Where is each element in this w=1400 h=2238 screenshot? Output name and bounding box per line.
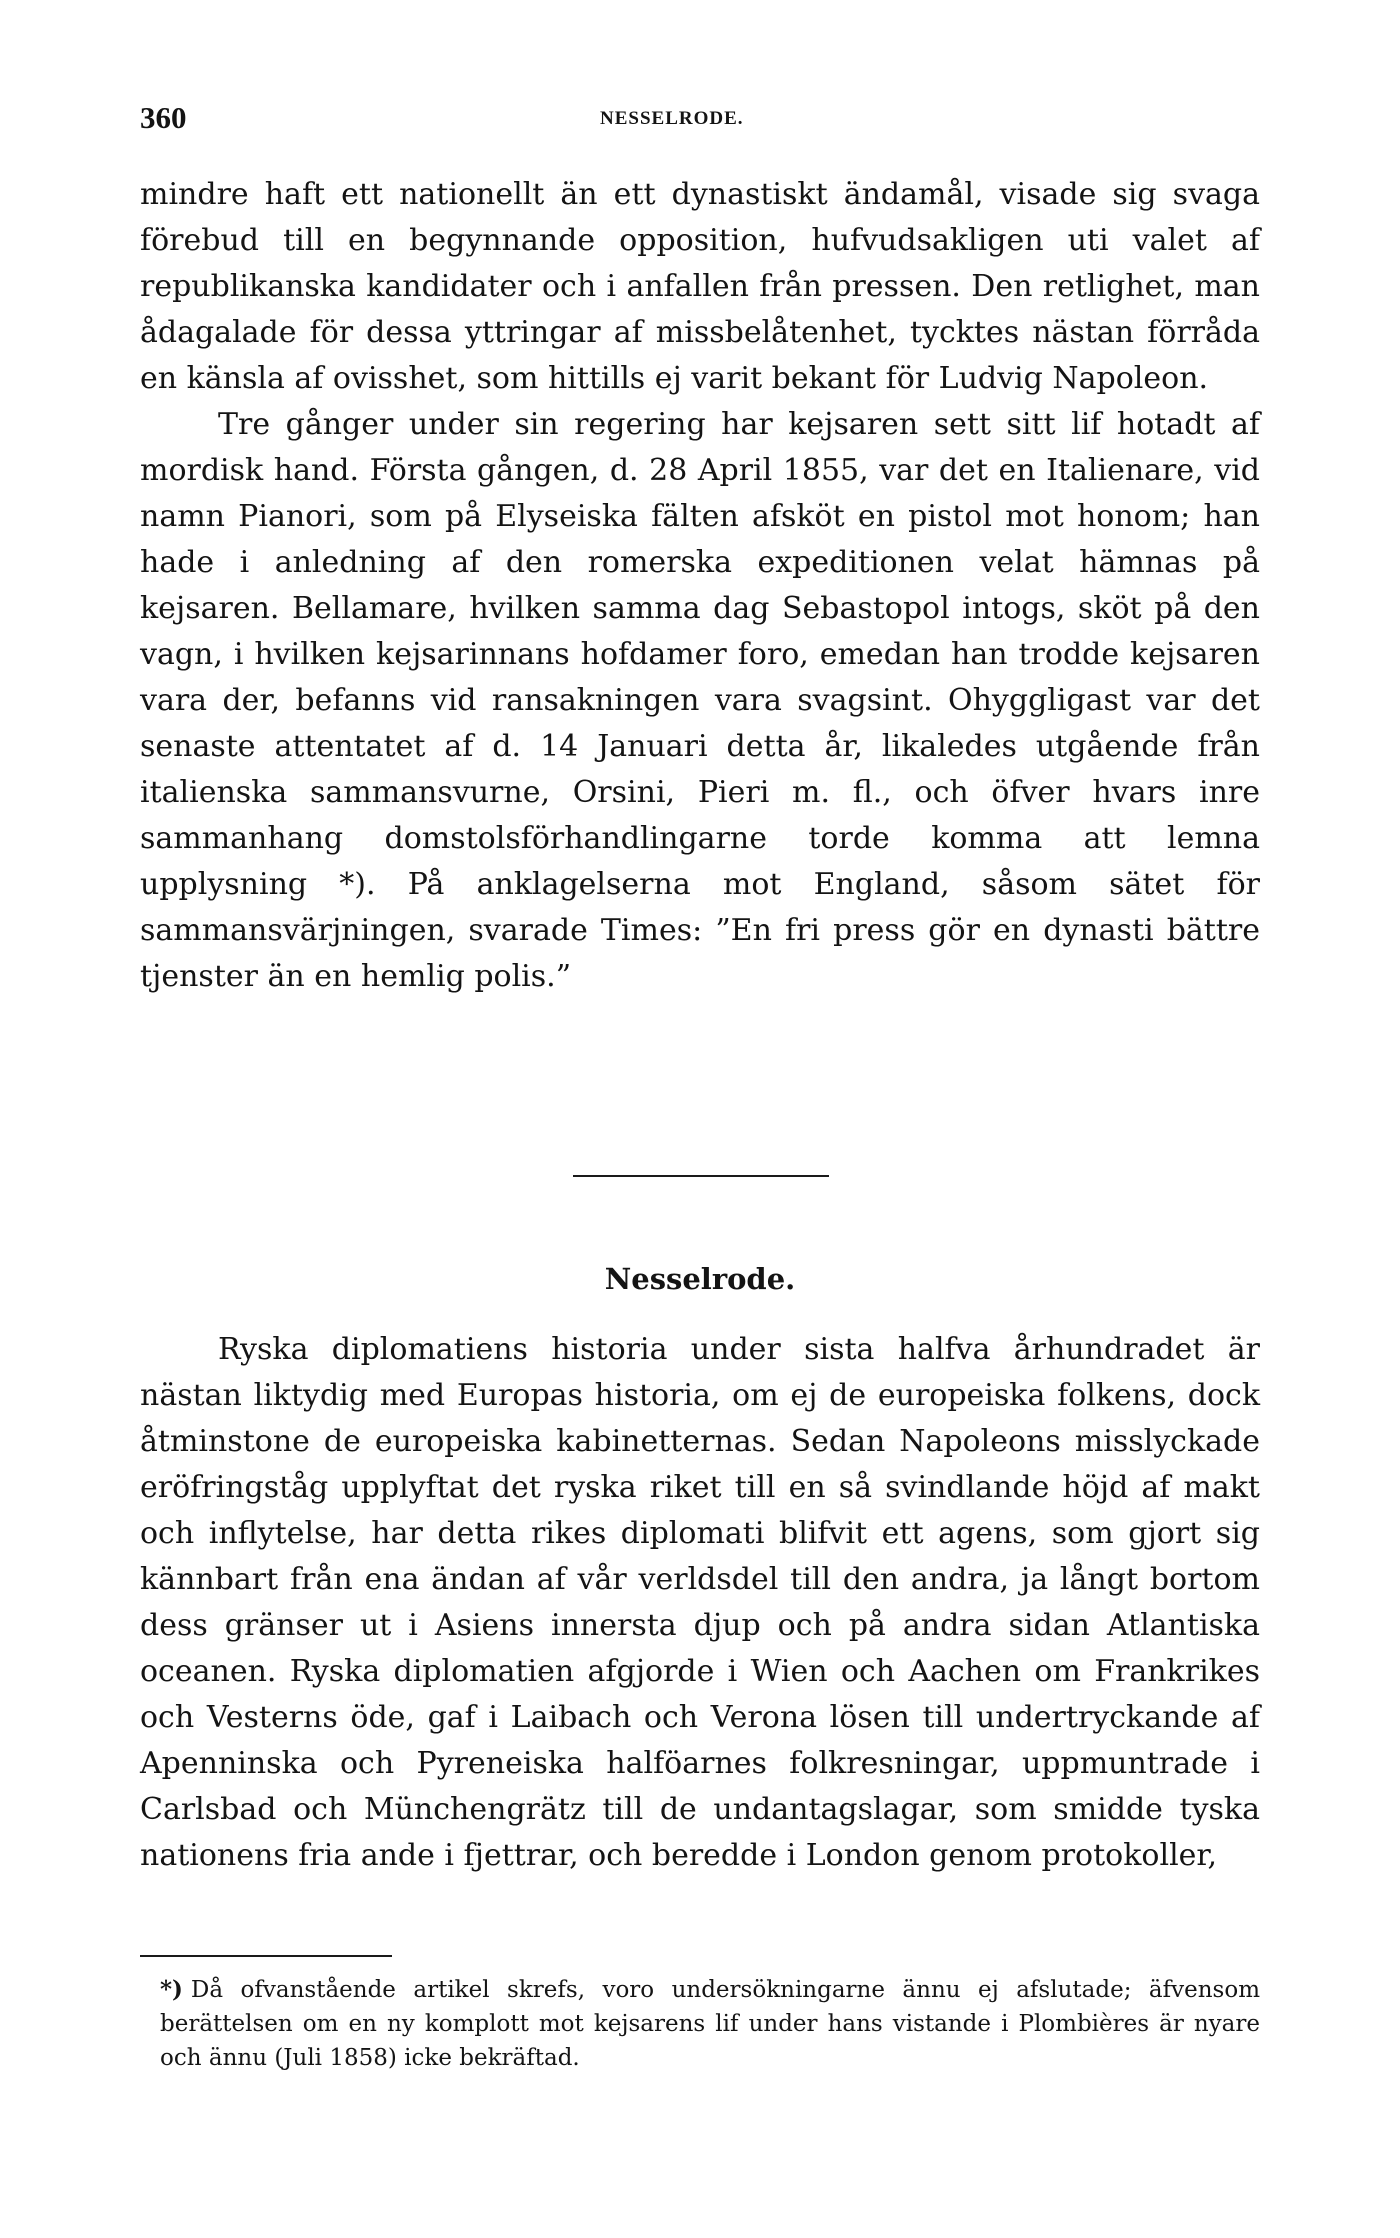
paragraph: Tre gånger under sin regering har kejsaren sett sitt lif hotadt af mordisk hand. Första gången, d. 28 April 1855, var det en Italienare, vid namn Pianori, som på Elyseiska fälten afsköt en pistol mot honom; han hade i anledning af den romerska expeditionen velat hämnas på kejsaren. Bellamare, hvilken samma dag Sebastopol intogs, sköt på den vagn, i hvilken kejsarinnans hofdamer foro, emedan han trodde kejsaren vara der, befanns vid ransakningen vara svagsint. Ohyggligast var det senaste attentatet af d. 14 Januari detta år, likaledes utgående från italienska sammansvurne, Orsini, Pieri m. fl., och öfver hvars inre sammanhang domstolsförhandlingarne torde komma att lemna upplysning *). På anklagelserna mot England, såsom sätet för sammansvärjningen, svarade Times: ”En fri press gör en dynasti bättre tjenster än en hemlig polis.”	[140, 407, 1260, 994]
footnote-text: Då ofvanstående artikel skrefs, voro undersökningarne ännu ej afslutade; äfvensom berättelsen om en ny komplott mot kejsarens lif under hans vistande i Plombières är nyare och ännu (Juli 1858) icke bekräftad.	[160, 1977, 1260, 2071]
section-one-text	[140, 172, 1260, 1000]
running-head	[140, 100, 1260, 144]
footnote	[160, 1973, 1260, 2075]
page-number: 360	[140, 100, 187, 135]
section-heading: Nesselrode.	[604, 1262, 796, 1296]
paragraph: Ryska diplomatiens historia under sista halfva århundradet är nästan liktydig med Europas historia, om ej de europeiska folkens, dock åtminstone de europeiska kabinetternas. Sedan Napoleons misslyckade eröfringståg upplyftat det ryska riket till en så svindlande höjd af makt och inflytelse, har detta rikes diplomati blifvit ett agens, som gjort sig kännbart från ena ändan af vår verldsdel till den andra, ja långt bortom dess gränser ut i Asiens innersta djup och på andra sidan Atlantiska oceanen. Ryska diplomatien afgjorde i Wien och Aachen om Frankrikes och Vesterns öde, gaf i Laibach och Verona lösen till undertryckande af Apenninska och Pyreneiska halföarnes folkresningar, uppmuntrade i Carlsbad och Münchengrätz till de undantagslagar, som smidde tyska nationens fria ande i fjettrar, och beredde i London genom protokoller,	[140, 1332, 1260, 1873]
paragraph: mindre haft ett nationellt än ett dynastiskt ändamål, visade sig svaga förebud till en begynnande opposition, hufvudsakligen uti valet af republikanska kandidater och i anfallen från pressen. Den retlighet, man ådagalade för dessa yttringar af missbelåtenhet, tycktes nästan förråda en känsla af ovisshet, som hittills ej varit bekant för Ludvig Napoleon.	[140, 177, 1260, 396]
running-title: NESSELRODE.	[600, 108, 744, 129]
footnote-marker: *)	[160, 1976, 183, 2003]
section-divider	[573, 1175, 829, 1177]
footnote-rule	[140, 1955, 392, 1957]
section-two-text	[140, 1327, 1260, 1879]
